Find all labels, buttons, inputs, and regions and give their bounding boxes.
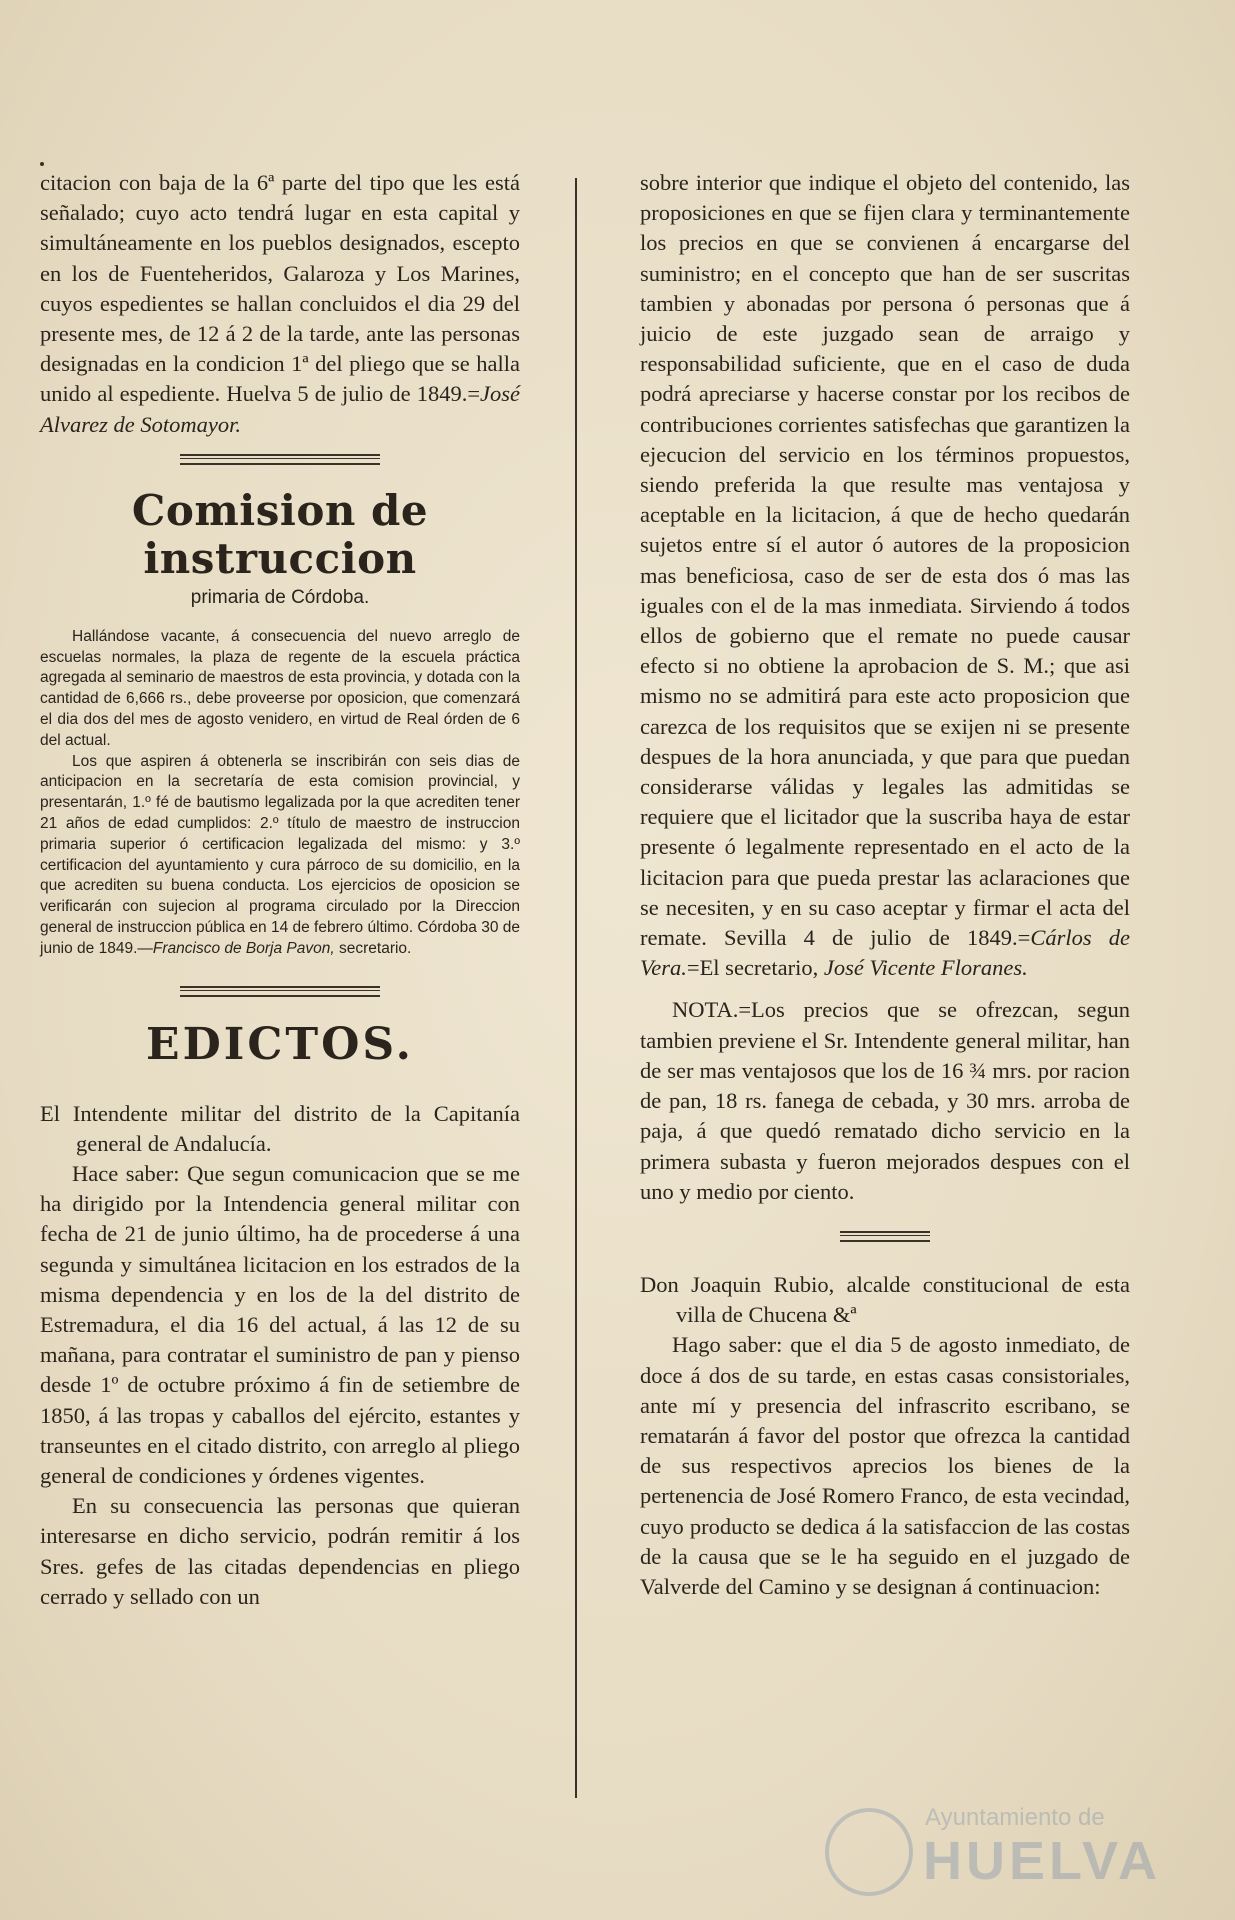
left-column (40, 168, 520, 1612)
nota-paragraph: NOTA.=Los precios que se ofrezcan, segun tambien previene el Sr. Intendente general militar, han de ser mas ventajosos que los de 16 ¾ mrs. por racion de pan, 18 rs. fanega de cebada, y 30 mrs. arroba de paja, á que quedó rematado dicho servicio en la primera subasta y fueron mejorados despues con el uno y medio por ciento. (640, 997, 1130, 1204)
signature: Francisco de Borja Pavon, (152, 939, 335, 957)
paragraph-text: sobre interior que indique el objeto del contenido, las proposiciones en que se fijen clara y terminantemente los precios en que se convienen á encargarse del suministro; en el concepto que han de ser suscritas tambien y abonadas por persona ó personas que á juicio de este juzgado sean de arraigo y responsabilidad suficiente, que en el caso de duda podrá apreciarse y hacerse constar por los recibos de contribuciones corrientes satisfechas que garantizen la ejecucion del servicio en los términos propuestos, siendo preferida la que resulte mas ventajosa y aceptable en la licitacion, á que de hecho quedarán sujetos entre sí el autor ó autores de la proposicion mas beneficiosa, caso de ser de esta dos ó mas las iguales con el de la mas inmediata. Sirviendo á todos ellos de gobierno que el remate no puede causar efecto si no obtiene la aprobacion de S. M.; que asi mismo no se admitirá para este acto proposicion que carezca de los requisitos que se exijen ni se presente despues de la hora anunciada, y que para que puedan considerarse válidas y legales las admitidas se requiere que el licitador que la suscriba haya de estar presente ó legalmente representado en el acto de la licitacion para que pueda prestar las aclaraciones que se necesiten, y en su caso aceptar y firmar el acta del remate. Sevilla 4 de julio de 1849.= (640, 170, 1130, 951)
edict-paragraph: Hace saber: Que segun comunicacion que se me ha dirigido por la Intendencia general militar con fecha de 21 de junio último, ha de procederse á una segunda y simultánea licitacion en los estrados de la misma dependencia y en los de la del distrito de Estremadura, el dia 16 del actual, á las 12 de su mañana, para contratar el suministro de pan y pienso desde 1º de octubre próximo á fin de setiembre de 1850, á las tropas y caballos del ejército, estantes y transeuntes en el citado distrito, con arreglo al pliego general de condiciones y órdenes vigentes. (40, 1160, 520, 1489)
edict-paragraph: Hago saber: que el dia 5 de agosto inmediato, de doce á dos de su tarde, en estas casas consistoriales, ante mí y presencia del infrascrito escribano, se rematarán á favor del postor que ofrezca la cantidad de sus respectivos aprecios los bienes de la pertenencia de José Romero Franco, de esta vecindad, cuyo producto se dedica á la satisfaccion de las costas de la causa que se le ha seguido en el juzgado de Valverde del Camino y se designan á continuacion: (640, 1332, 1130, 1599)
ink-dot (40, 162, 44, 166)
edictos-heading: EDICTOS. (146, 1018, 414, 1070)
edict-header: El Intendente militar del distrito de la Capitanía general de Andalucía. (40, 1100, 520, 1156)
notice-paragraph: Hallándose vacante, á consecuencia del nuevo arreglo de escuelas normales, la plaza de regente de la escuela práctica agregada al seminario de maestros de esta provincia, y dotada con la cantidad de 6,666 rs., debe proveerse por oposicion, que comenzará el dia dos del mes de agosto venidero, en virtud de Real órden de 6 del actual. (40, 627, 520, 749)
continued-paragraph (40, 168, 520, 440)
notice-paragraph (40, 752, 520, 960)
coat-of-arms-icon (825, 1808, 913, 1896)
archive-watermark (805, 1802, 1165, 1892)
watermark-line1: Ayuntamiento de (925, 1804, 1105, 1831)
signature-title: secretario. (334, 939, 412, 957)
section-rule (840, 1231, 930, 1242)
paragraph-text: citacion con baja de la 6ª parte del tipo que les está señalado; cuyo acto tendrá lugar en esta capital y simultáneamente en los pueblos designados, escepto en los de Fuenteheridos, Galaroza y Los Marines, cuyos espedientes se hallan concluidos el dia 29 del presente mes, de 12 á 2 de la tarde, ante las personas designadas en la condicion 1ª del pliego que se halla unido al espediente. Huelva 5 de julio de 1849.= (40, 170, 520, 407)
signature: José Vicente Floranes. (823, 955, 1028, 981)
edict-paragraph: En su consecuencia las personas que quieran interesarse en dicho servicio, podrán remitir á los Sres. gefes de las citadas dependencias en pliego cerrado y sellado con un (40, 1493, 520, 1609)
edict-header: Don Joaquin Rubio, alcalde constitucional de esta villa de Chucena &ª (640, 1271, 1130, 1328)
continued-paragraph (640, 168, 1130, 983)
watermark-line2: HUELVA (923, 1831, 1161, 1891)
column-divider (575, 178, 577, 1798)
section-rule (180, 454, 380, 465)
paragraph-text: Los que aspiren á obtenerla se inscribirán con seis dias de anticipacion en la secretaría de esta comision provincial, y presentarán, 1.º fé de bautismo legalizada por la que acrediten tener 21 años de edad cumplidos: 2.º título de maestro de instruccion primaria superior ó certificacion legalizada del mismo: y 3.º certificacion del ayuntamiento y cura párroco de su domicilio, en la que acrediten su buena conducta. Los ejercicios de oposicion se verificarán con sujecion al programa circulado por la Direccion general de instruccion pública en 14 de febrero último. Córdoba 30 de junio de 1849.— (40, 752, 520, 957)
section-subheading: primaria de Córdoba. (190, 586, 370, 608)
signature: Cárlos de Vera. (640, 925, 1130, 981)
paragraph-text: =El secretario, (686, 955, 824, 981)
section-rule (180, 986, 380, 997)
right-column (640, 168, 1130, 1602)
section-heading: Comision de instruccion (131, 485, 429, 583)
signature: José Alvarez de Sotomayor. (40, 381, 520, 437)
